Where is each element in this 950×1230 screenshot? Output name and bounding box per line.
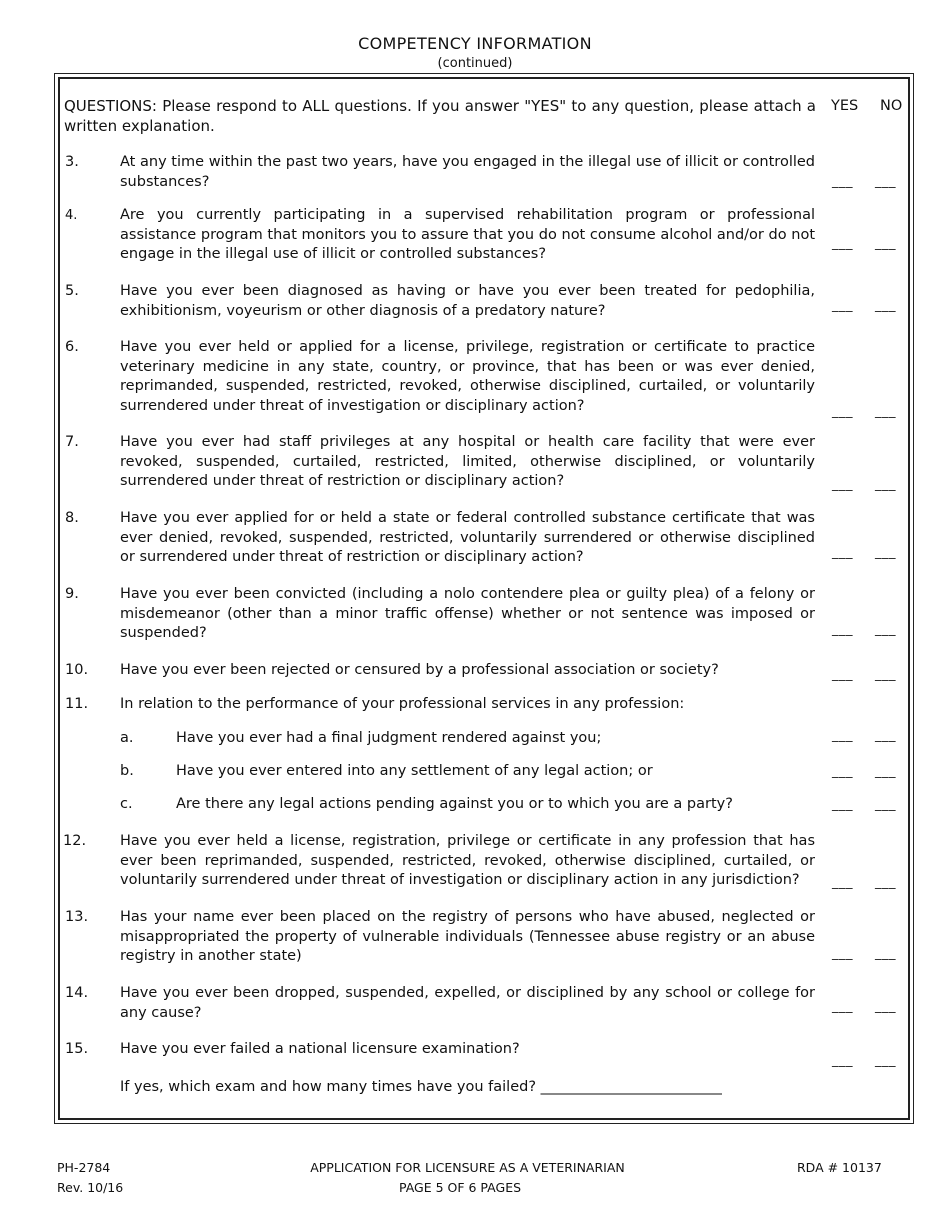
question-15-text: Have you ever failed a national licensure examination?: [120, 1041, 520, 1057]
page-subtitle: (continued): [437, 56, 513, 71]
question-15-followup[interactable]: If yes, which exam and how many times have you failed? _________________________: [120, 1079, 722, 1095]
question-15-number: 15.: [65, 1041, 89, 1057]
question-7-number: 7.: [65, 434, 79, 450]
question-14-text: Have you ever been dropped, suspended, expelled, or disciplined by any school or college for any cause?: [120, 985, 815, 1021]
question-11a-letter: a.: [120, 730, 134, 746]
yes-column-header: YES: [831, 98, 859, 114]
question-4-number: 4.: [65, 208, 78, 223]
question-10-number: 10.: [65, 662, 89, 678]
instructions: QUESTIONS: Please respond to ALL questions. If you answer "YES" to any question, please attach a written explanation.: [64, 97, 816, 135]
question-9-text: Have you ever been convicted (including a nolo contendere plea or guilty plea) of a felony or misdemeanor (other than a minor traffic offense) whether or not sentence was imposed or suspended?: [120, 586, 815, 641]
form-revision: Rev. 10/16: [57, 1180, 124, 1195]
question-11c-letter: c.: [120, 796, 133, 812]
question-11b-yes-blank[interactable]: ___: [832, 764, 853, 779]
question-3-yes-blank[interactable]: ___: [832, 174, 853, 189]
question-5-text: Have you ever been diagnosed as having or have you ever been treated for pedophilia, exhibitionism, voyeurism or other diagnosis of a predatory nature?: [120, 283, 815, 319]
question-4-yes-blank[interactable]: ___: [832, 236, 853, 251]
question-11b-text: Have you ever entered into any settlement of any legal action; or: [176, 763, 653, 779]
question-10-no-blank[interactable]: ___: [875, 667, 896, 682]
question-9-no-blank[interactable]: ___: [875, 622, 896, 637]
question-4-text: Are you currently participating in a supervised rehabilitation program or professional assistance program that monitors you to assure that you do not consume alcohol and/or do not engage in the illegal use of illicit or controlled substances?: [120, 207, 815, 262]
page-title: COMPETENCY INFORMATION: [358, 34, 592, 53]
question-8-number: 8.: [65, 510, 79, 526]
question-12-no-blank[interactable]: ___: [875, 875, 896, 890]
question-6-yes-blank[interactable]: ___: [832, 404, 853, 419]
question-5-no-blank[interactable]: ___: [875, 298, 896, 313]
question-5-number: 5.: [65, 283, 79, 299]
question-8-yes-blank[interactable]: ___: [832, 545, 853, 560]
question-8-no-blank[interactable]: ___: [875, 545, 896, 560]
question-11a-yes-blank[interactable]: ___: [832, 728, 853, 743]
question-10-yes-blank[interactable]: ___: [832, 667, 853, 682]
question-15-no-blank[interactable]: ___: [875, 1053, 896, 1068]
question-7-no-blank[interactable]: ___: [875, 477, 896, 492]
question-6-no-blank[interactable]: ___: [875, 404, 896, 419]
question-12-yes-blank[interactable]: ___: [832, 875, 853, 890]
question-7-text: Have you ever had staff privileges at any hospital or health care facility that were ever revoked, suspended, curtailed, restricted, limited, otherwise disciplined, or voluntarily surrendered under threat of restriction or disciplinary action?: [120, 434, 815, 489]
question-11a-text: Have you ever had a final judgment rendered against you;: [176, 730, 602, 746]
page-number: PAGE 5 OF 6 PAGES: [398, 1180, 522, 1195]
rda-number: RDA # 10137: [797, 1160, 882, 1175]
question-6-number: 6.: [65, 339, 79, 355]
question-3-number: 3.: [65, 154, 79, 170]
question-14-yes-blank[interactable]: ___: [832, 999, 853, 1014]
question-15-yes-blank[interactable]: ___: [832, 1053, 853, 1068]
question-11-text: In relation to the performance of your professional services in any profession:: [120, 696, 685, 712]
question-14-number: 14.: [65, 985, 89, 1001]
question-8-text: Have you ever applied for or held a state or federal controlled substance certificate that was ever denied, revoked, suspended, restricted, voluntarily surrendered or otherwise disciplined or surrendered under threat of restriction or disciplinary action?: [120, 510, 815, 565]
question-11b-letter: b.: [120, 763, 134, 779]
question-7-yes-blank[interactable]: ___: [832, 477, 853, 492]
question-11c-text: Are there any legal actions pending against you or to which you are a party?: [176, 796, 733, 812]
question-3-text: At any time within the past two years, have you engaged in the illegal use of illicit or controlled substances?: [120, 154, 815, 190]
question-4-no-blank[interactable]: ___: [875, 236, 896, 251]
question-14-no-blank[interactable]: ___: [875, 999, 896, 1014]
question-12-number: 12.: [63, 833, 87, 849]
question-13-text: Has your name ever been placed on the registry of persons who have abused, neglected or misappropriated the property of vulnerable individuals (Tennessee abuse registry or an abuse registry in another state): [120, 909, 815, 964]
question-13-no-blank[interactable]: ___: [875, 946, 896, 961]
question-11c-yes-blank[interactable]: ___: [832, 797, 853, 812]
question-11-number: 11.: [65, 696, 89, 712]
question-5-yes-blank[interactable]: ___: [832, 298, 853, 313]
form-number: PH-2784: [57, 1160, 111, 1175]
question-10-text: Have you ever been rejected or censured by a professional association or society?: [120, 662, 719, 678]
question-3-no-blank[interactable]: ___: [875, 174, 896, 189]
no-column-header: NO: [880, 98, 903, 114]
form-title: APPLICATION FOR LICENSURE AS A VETERINARIAN: [310, 1160, 625, 1175]
question-11a-no-blank[interactable]: ___: [875, 728, 896, 743]
question-12-text: Have you ever held a license, registration, privilege or certificate in any profession that has ever been reprimanded, suspended, restricted, revoked, otherwise disciplined, curtailed, or voluntarily surrendered under threat of investigation or disciplinary action in any jurisdiction?: [120, 833, 815, 888]
question-9-number: 9.: [65, 586, 79, 602]
question-9-yes-blank[interactable]: ___: [832, 622, 853, 637]
question-11c-no-blank[interactable]: ___: [875, 797, 896, 812]
question-13-number: 13.: [65, 909, 89, 925]
question-13-yes-blank[interactable]: ___: [832, 946, 853, 961]
question-6-text: Have you ever held or applied for a license, privilege, registration or certificate to practice veterinary medicine in any state, country, or province, that has been or was ever denied, reprimanded, suspended, restricted, revoked, otherwise disciplined, curtailed, or voluntarily surrendered under threat of investigation or disciplinary action?: [120, 339, 815, 414]
question-11b-no-blank[interactable]: ___: [875, 764, 896, 779]
